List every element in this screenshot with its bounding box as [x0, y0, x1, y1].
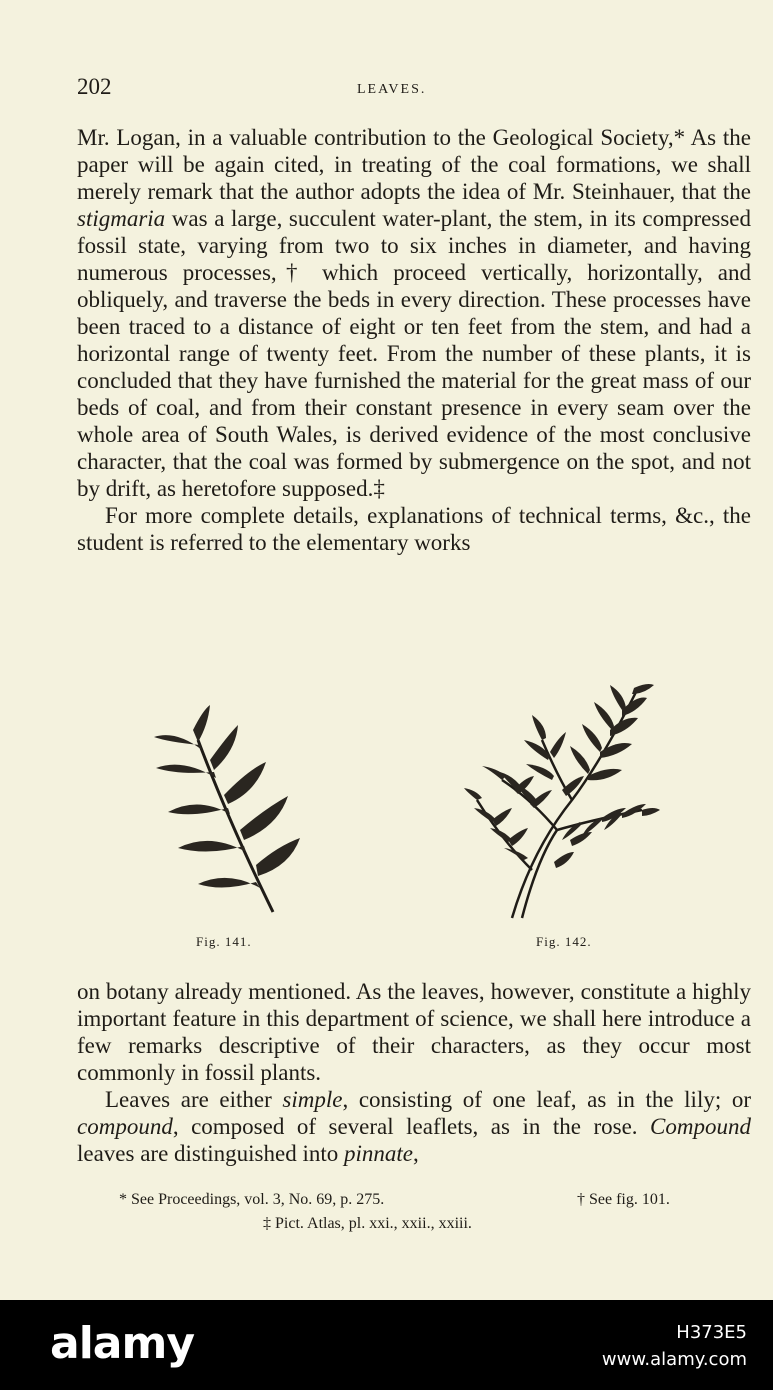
italic-term-compound: Compound — [650, 1114, 751, 1139]
paragraph-logan — [77, 124, 751, 502]
text-run: Leaves are either — [105, 1087, 283, 1112]
body-text-bottom — [77, 978, 751, 1167]
footnote-pict-atlas: ‡ Pict. Atlas, pl. xxi., xxii., xxiii. — [263, 1215, 472, 1232]
paragraph-details: For more complete details, explanations of technical terms, &c., the student is referred to the elementary works — [77, 503, 751, 555]
text-run: , composed of several leaflets, as in the rose. — [172, 1114, 651, 1139]
italic-term-compound: compound — [77, 1114, 173, 1139]
stock-url: www.alamy.com — [601, 1349, 747, 1370]
body-text-top — [77, 124, 751, 556]
footnote-row — [77, 1212, 751, 1236]
footnote-row — [77, 1188, 751, 1212]
text-run: Mr. Logan, in a valuable contribution to the Geological Society,* As the paper will be again cited, in treating of the coal formations, we shall merely remark that the author adopts the idea of Mr. Steinhauer, that the — [77, 125, 751, 204]
text-run: , consisting of one leaf, as in the lily; or — [342, 1087, 751, 1112]
text-run: was a large, succulent water-plant, the stem, in its compressed fossil state, varying from two to six inches in diameter, and having numerous processes,† which proceed vertically, horizontally, and obliquely, and traverse the beds in every direction. These processes have been traced to a distance of eight or ten feet from the stem, and had a horizontal range of twenty feet. From the number of these plants, it is concluded that they have furnished the material for the great mass of our beds of coal, and from their constant presence in every seam over the whole area of South Wales, is derived evidence of the most conclusive character, that the coal was formed by submergence on the spot, and not by drift, as heretofore supposed.‡ — [77, 206, 751, 501]
paragraph-leaves — [77, 1086, 751, 1167]
footnotes — [77, 1188, 751, 1236]
footnote-fig-101: † See fig. 101. — [577, 1191, 670, 1208]
footnote-proceedings: * See Proceedings, vol. 3, No. 69, p. 275. — [119, 1191, 385, 1208]
text-run: , — [413, 1141, 419, 1166]
page-number: 202 — [77, 74, 112, 99]
figure-142-leaf-illustration — [462, 680, 662, 925]
running-head: LEAVES. — [357, 82, 427, 97]
page-header — [77, 74, 751, 106]
italic-term-pinnate: pinnate — [344, 1141, 413, 1166]
figure-141-leaf-illustration — [148, 700, 308, 920]
text-run: leaves are distinguished into — [77, 1141, 344, 1166]
figure-142-caption: Fig. 142. — [536, 934, 592, 949]
brand-logo: alamy — [50, 1318, 194, 1369]
italic-term-simple: simple — [282, 1087, 343, 1112]
paragraph-botany: on botany already mentioned. As the leaves, however, constitute a highly important feature in this department of science, we shall here introduce a few remarks descriptive of their characters, as they occur most commonly in fossil plants. — [77, 979, 751, 1085]
figure-141-caption: Fig. 141. — [196, 934, 252, 949]
stock-image-id: H373E5 — [676, 1322, 747, 1343]
italic-term-stigmaria: stigmaria — [77, 206, 166, 231]
